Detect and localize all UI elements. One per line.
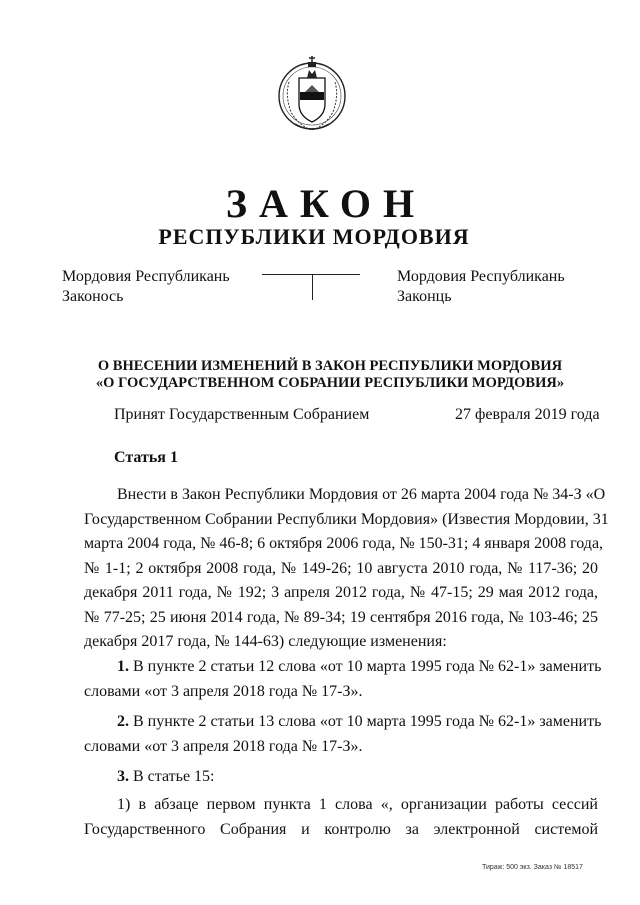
law-name-line: О ВНЕСЕНИИ ИЗМЕНЕНИЙ В ЗАКОН РЕСПУБЛИКИ МОРДОВИЯ <box>97 358 563 374</box>
list-item-line <box>84 765 598 790</box>
list-item-line <box>84 655 602 680</box>
erzyan-heading-line: Мордовия Республикань <box>397 268 565 285</box>
list-item <box>84 655 602 704</box>
adopted-label: Принят Государственным Собранием <box>114 406 370 423</box>
divider-vertical <box>312 274 313 300</box>
list-item-text: В пункте 2 статьи 12 слова «от 10 марта 1995 года № 62-1» заменить <box>133 658 602 675</box>
list-item-text: В статье 15: <box>133 768 215 785</box>
divider-horizontal <box>262 274 360 275</box>
paragraph-line: Государственном Собрании Республики Мордовия» (Известия Мордовии, 31 <box>84 510 609 528</box>
print-run-note: Тираж: 500 экз. Заказ № 18517 <box>482 864 583 871</box>
erzyan-heading-line: Законць <box>397 288 452 305</box>
sub-item-line: 1) в абзаце первом пункта 1 слова «, организации работы сессий <box>117 796 598 813</box>
list-item <box>84 765 598 790</box>
document-title: ЗАКОН <box>225 181 427 226</box>
paragraph-line: № 1-1; 2 октября 2008 года, № 149-26; 10 августа 2010 года, № 117-36; 20 <box>84 559 598 577</box>
erzyan-heading <box>397 267 565 307</box>
document-subtitle: РЕСПУБЛИКИ МОРДОВИЯ <box>158 224 470 249</box>
article-paragraph <box>84 483 609 655</box>
mokshan-heading <box>62 267 230 307</box>
list-item-number: 3. <box>117 768 129 785</box>
paragraph-line: марта 2004 года, № 46-8; 6 октября 2006 года, № 150-31; 4 января 2008 года, <box>84 535 604 552</box>
article-heading: Статья 1 <box>114 449 178 466</box>
list-item-line: словами «от 3 апреля 2018 года № 17-З». <box>84 737 363 755</box>
list-item-number: 2. <box>117 713 129 730</box>
list-item-text: В пункте 2 статьи 13 слова «от 10 марта 1995 года № 62-1» заменить <box>133 713 602 730</box>
list-item-number: 1. <box>117 658 129 675</box>
list-item <box>84 710 602 759</box>
paragraph-line: Внести в Закон Республики Мордовия от 26 марта 2004 года № 34-З «О <box>117 486 606 503</box>
coat-of-arms-emblem <box>275 52 349 136</box>
sub-item-line: Государственного Собрания и контролю за электронной системой <box>84 820 598 838</box>
list-item-line: словами «от 3 апреля 2018 года № 17-З». <box>84 682 363 700</box>
paragraph-line: № 77-25; 25 июня 2014 года, № 89-34; 19 сентября 2016 года, № 103-46; 25 <box>84 608 598 626</box>
paragraph-line: декабря 2011 года, № 192; 3 апреля 2012 года, № 47-15; 29 мая 2012 года, <box>84 584 598 601</box>
sub-item <box>84 793 598 842</box>
mokshan-heading-line: Мордовия Республикань <box>62 268 230 285</box>
law-name-line: «О ГОСУДАРСТВЕННОМ СОБРАНИИ РЕСПУБЛИКИ МОРДОВИЯ» <box>95 375 565 391</box>
adopted-date: 27 февраля 2019 года <box>455 406 600 423</box>
mokshan-heading-line: Законось <box>62 288 124 305</box>
law-name <box>80 358 580 392</box>
list-item-line <box>84 710 602 735</box>
paragraph-line: декабря 2017 года, № 144-63) следующие изменения: <box>84 633 447 650</box>
